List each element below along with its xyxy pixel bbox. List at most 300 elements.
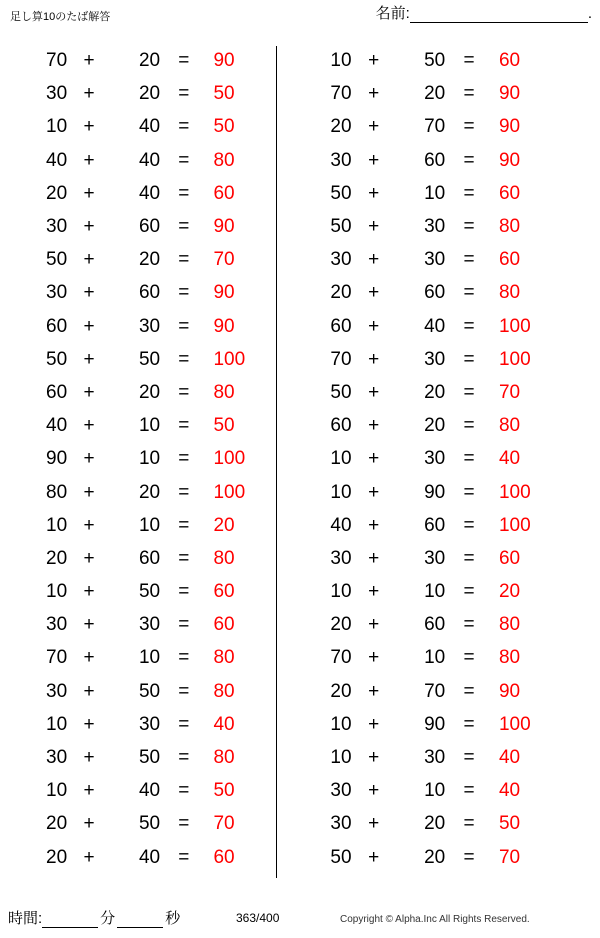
plus-icon: + — [368, 282, 380, 304]
equals-icon: = — [178, 182, 190, 204]
equals-icon: = — [463, 614, 475, 636]
answer: 90 — [213, 282, 235, 304]
answer: 40 — [498, 747, 521, 769]
operand-a: 60 — [330, 315, 352, 337]
equals-icon: = — [178, 680, 190, 702]
operand-b: 40 — [138, 846, 161, 868]
operand-b: 70 — [424, 116, 446, 138]
operand-b: 60 — [138, 547, 161, 569]
answer: 80 — [213, 747, 235, 769]
operand-b: 30 — [424, 547, 446, 569]
operand-b: 50 — [138, 581, 161, 603]
page-count: 363/400 — [236, 911, 280, 925]
problem-row — [286, 110, 562, 143]
equals-icon: = — [178, 846, 190, 868]
operand-a: 30 — [330, 149, 352, 171]
operand-b: 10 — [138, 647, 161, 669]
answer: 100 — [498, 481, 531, 503]
equals-icon: = — [463, 780, 475, 802]
answer: 100 — [213, 481, 246, 503]
operand-a: 10 — [330, 581, 352, 603]
plus-icon: + — [83, 514, 95, 536]
plus-icon: + — [368, 614, 380, 636]
plus-icon: + — [368, 50, 380, 72]
problem-row — [0, 243, 276, 276]
problem-row — [0, 310, 276, 343]
problem-row — [0, 110, 276, 143]
equals-icon: = — [178, 581, 190, 603]
plus-icon: + — [368, 680, 380, 702]
operand-b: 60 — [138, 216, 161, 238]
problem-row — [0, 575, 276, 608]
operand-a: 20 — [330, 614, 352, 636]
operand-a: 50 — [330, 216, 352, 238]
equals-icon: = — [463, 514, 475, 536]
operand-b: 30 — [138, 713, 161, 735]
operand-a: 10 — [46, 581, 68, 603]
plus-icon: + — [83, 116, 95, 138]
equals-icon: = — [463, 448, 475, 470]
problem-row — [0, 475, 276, 508]
plus-icon: + — [368, 547, 380, 569]
answer: 60 — [498, 249, 521, 271]
problem-row — [0, 608, 276, 641]
equals-icon: = — [178, 149, 190, 171]
answer: 80 — [213, 680, 235, 702]
equals-icon: = — [463, 249, 475, 271]
plus-icon: + — [83, 581, 95, 603]
operand-a: 40 — [330, 514, 352, 536]
plus-icon: + — [368, 448, 380, 470]
equals-icon: = — [178, 249, 190, 271]
name-period: . — [587, 5, 592, 22]
operand-b: 10 — [138, 415, 161, 437]
plus-icon: + — [368, 315, 380, 337]
answer: 20 — [213, 514, 235, 536]
plus-icon: + — [83, 747, 95, 769]
operand-b: 20 — [424, 813, 446, 835]
operand-a: 10 — [330, 448, 352, 470]
plus-icon: + — [83, 481, 95, 503]
seconds-unit-label: 秒 — [165, 910, 181, 927]
equals-icon: = — [463, 216, 475, 238]
problem-row — [0, 774, 276, 807]
equals-icon: = — [463, 381, 475, 403]
operand-a: 50 — [46, 249, 68, 271]
operand-b: 30 — [138, 614, 161, 636]
plus-icon: + — [83, 381, 95, 403]
answer: 50 — [213, 780, 235, 802]
equals-icon: = — [178, 381, 190, 403]
operand-b: 30 — [424, 249, 446, 271]
equals-icon: = — [178, 547, 190, 569]
operand-a: 30 — [330, 813, 352, 835]
plus-icon: + — [83, 713, 95, 735]
operand-b: 50 — [138, 813, 161, 835]
problem-row — [0, 641, 276, 674]
problem-sheet — [0, 44, 600, 884]
problem-row — [286, 243, 562, 276]
plus-icon: + — [83, 50, 95, 72]
plus-icon: + — [368, 647, 380, 669]
plus-icon: + — [368, 780, 380, 802]
operand-b: 50 — [138, 348, 161, 370]
plus-icon: + — [368, 149, 380, 171]
plus-icon: + — [368, 348, 380, 370]
problem-row — [286, 276, 562, 309]
name-label: 名前: — [375, 5, 410, 22]
operand-a: 50 — [330, 381, 352, 403]
answer: 50 — [498, 813, 521, 835]
equals-icon: = — [463, 713, 475, 735]
problem-row — [0, 409, 276, 442]
problem-row — [286, 144, 562, 177]
equals-icon: = — [463, 547, 475, 569]
equals-icon: = — [463, 581, 475, 603]
equals-icon: = — [178, 481, 190, 503]
operand-a: 10 — [330, 481, 352, 503]
page-footer — [0, 892, 600, 938]
plus-icon: + — [368, 182, 380, 204]
plus-icon: + — [368, 581, 380, 603]
operand-b: 40 — [138, 149, 161, 171]
problem-row — [0, 741, 276, 774]
problem-row — [286, 77, 562, 110]
operand-b: 10 — [138, 514, 161, 536]
problem-row — [286, 210, 562, 243]
operand-a: 70 — [46, 647, 68, 669]
operand-a: 30 — [46, 216, 68, 238]
answer: 20 — [498, 581, 521, 603]
operand-a: 10 — [46, 116, 68, 138]
answer: 60 — [213, 614, 235, 636]
equals-icon: = — [463, 149, 475, 171]
operand-a: 10 — [46, 514, 68, 536]
plus-icon: + — [368, 116, 380, 138]
minutes-input-line[interactable] — [42, 910, 98, 928]
operand-a: 20 — [46, 547, 68, 569]
operand-b: 50 — [138, 747, 161, 769]
answer: 100 — [213, 348, 246, 370]
plus-icon: + — [368, 514, 380, 536]
page-title: 足し算10のたば解答 — [10, 11, 111, 23]
plus-icon: + — [368, 713, 380, 735]
plus-icon: + — [368, 747, 380, 769]
problem-row — [0, 708, 276, 741]
operand-b: 20 — [138, 50, 161, 72]
problem-row — [286, 841, 562, 874]
problem-row — [286, 608, 562, 641]
answer: 90 — [498, 149, 521, 171]
answer: 80 — [213, 647, 235, 669]
problem-row — [286, 509, 562, 542]
operand-a: 40 — [46, 149, 68, 171]
problem-row — [0, 44, 276, 77]
plus-icon: + — [83, 547, 95, 569]
plus-icon: + — [368, 813, 380, 835]
equals-icon: = — [178, 614, 190, 636]
problem-column-left — [0, 44, 276, 874]
equals-icon: = — [178, 713, 190, 735]
operand-a: 20 — [330, 116, 352, 138]
operand-a: 60 — [46, 315, 68, 337]
seconds-input-line[interactable] — [117, 910, 163, 928]
answer: 60 — [213, 182, 235, 204]
answer: 80 — [213, 381, 235, 403]
problem-row — [286, 542, 562, 575]
operand-a: 70 — [330, 83, 352, 105]
answer: 60 — [498, 547, 521, 569]
problem-row — [286, 343, 562, 376]
plus-icon: + — [83, 780, 95, 802]
equals-icon: = — [463, 315, 475, 337]
problem-row — [286, 177, 562, 210]
operand-b: 10 — [424, 182, 446, 204]
plus-icon: + — [368, 481, 380, 503]
operand-a: 40 — [46, 415, 68, 437]
problem-row — [0, 675, 276, 708]
plus-icon: + — [83, 680, 95, 702]
plus-icon: + — [83, 846, 95, 868]
operand-b: 40 — [138, 182, 161, 204]
operand-b: 10 — [424, 581, 446, 603]
operand-b: 20 — [138, 481, 161, 503]
answer: 100 — [498, 348, 531, 370]
problem-row — [0, 276, 276, 309]
equals-icon: = — [463, 846, 475, 868]
operand-b: 90 — [424, 481, 446, 503]
answer: 40 — [498, 780, 521, 802]
operand-b: 70 — [424, 680, 446, 702]
equals-icon: = — [178, 813, 190, 835]
plus-icon: + — [368, 846, 380, 868]
operand-a: 50 — [46, 348, 68, 370]
plus-icon: + — [83, 249, 95, 271]
equals-icon: = — [463, 282, 475, 304]
operand-b: 30 — [138, 315, 161, 337]
operand-b: 30 — [424, 216, 446, 238]
operand-a: 20 — [46, 846, 68, 868]
problem-row — [0, 841, 276, 874]
operand-b: 30 — [424, 448, 446, 470]
operand-b: 10 — [424, 647, 446, 669]
equals-icon: = — [178, 282, 190, 304]
operand-a: 80 — [46, 481, 68, 503]
problem-row — [0, 509, 276, 542]
problem-row — [286, 741, 562, 774]
equals-icon: = — [463, 481, 475, 503]
equals-icon: = — [178, 780, 190, 802]
problem-row — [0, 177, 276, 210]
operand-a: 10 — [46, 713, 68, 735]
plus-icon: + — [368, 249, 380, 271]
operand-b: 20 — [424, 846, 446, 868]
problem-row — [0, 144, 276, 177]
problem-row — [0, 376, 276, 409]
operand-b: 60 — [424, 514, 446, 536]
operand-a: 30 — [46, 282, 68, 304]
operand-b: 20 — [424, 381, 446, 403]
problem-row — [286, 310, 562, 343]
operand-b: 50 — [424, 50, 446, 72]
operand-b: 30 — [424, 348, 446, 370]
problem-row — [286, 575, 562, 608]
plus-icon: + — [83, 149, 95, 171]
answer: 70 — [498, 381, 521, 403]
answer: 100 — [213, 448, 246, 470]
problem-row — [286, 409, 562, 442]
answer: 60 — [498, 50, 521, 72]
answer: 80 — [498, 647, 521, 669]
answer: 40 — [213, 713, 235, 735]
answer: 80 — [498, 282, 521, 304]
answer: 80 — [213, 547, 235, 569]
operand-b: 30 — [424, 747, 446, 769]
equals-icon: = — [178, 315, 190, 337]
operand-b: 20 — [138, 249, 161, 271]
equals-icon: = — [178, 647, 190, 669]
problem-row — [286, 475, 562, 508]
answer: 90 — [213, 50, 235, 72]
operand-a: 10 — [330, 747, 352, 769]
plus-icon: + — [83, 83, 95, 105]
operand-a: 20 — [330, 680, 352, 702]
operand-a: 90 — [46, 448, 68, 470]
problem-row — [286, 442, 562, 475]
time-field-area — [8, 907, 182, 928]
operand-b: 20 — [424, 415, 446, 437]
operand-a: 30 — [330, 780, 352, 802]
answer: 90 — [498, 680, 521, 702]
column-divider — [276, 46, 277, 878]
problem-row — [0, 542, 276, 575]
operand-a: 20 — [46, 813, 68, 835]
equals-icon: = — [463, 747, 475, 769]
equals-icon: = — [178, 415, 190, 437]
answer: 100 — [498, 514, 531, 536]
equals-icon: = — [463, 680, 475, 702]
operand-b: 20 — [424, 83, 446, 105]
plus-icon: + — [83, 315, 95, 337]
answer: 100 — [498, 315, 531, 337]
answer: 80 — [498, 614, 521, 636]
operand-a: 50 — [330, 182, 352, 204]
operand-a: 70 — [330, 647, 352, 669]
problem-column-right — [286, 44, 562, 874]
answer: 100 — [498, 713, 531, 735]
operand-a: 20 — [46, 182, 68, 204]
problem-row — [286, 641, 562, 674]
time-label: 時間: — [8, 910, 43, 927]
problem-row — [0, 343, 276, 376]
problem-row — [0, 77, 276, 110]
problem-row — [0, 210, 276, 243]
answer: 70 — [213, 813, 235, 835]
operand-a: 20 — [330, 282, 352, 304]
operand-a: 10 — [46, 780, 68, 802]
problem-row — [286, 708, 562, 741]
operand-b: 50 — [138, 680, 161, 702]
operand-a: 10 — [330, 50, 352, 72]
answer: 70 — [213, 249, 235, 271]
equals-icon: = — [178, 448, 190, 470]
equals-icon: = — [178, 116, 190, 138]
operand-a: 70 — [330, 348, 352, 370]
answer: 50 — [213, 116, 235, 138]
equals-icon: = — [178, 216, 190, 238]
answer: 90 — [498, 83, 521, 105]
equals-icon: = — [178, 50, 190, 72]
plus-icon: + — [368, 415, 380, 437]
plus-icon: + — [83, 614, 95, 636]
answer: 50 — [213, 415, 235, 437]
equals-icon: = — [178, 83, 190, 105]
problem-row — [286, 44, 562, 77]
operand-a: 70 — [46, 50, 68, 72]
problem-row — [286, 675, 562, 708]
equals-icon: = — [178, 514, 190, 536]
operand-b: 60 — [424, 282, 446, 304]
plus-icon: + — [83, 813, 95, 835]
problem-row — [286, 807, 562, 840]
plus-icon: + — [83, 647, 95, 669]
copyright-notice: Copyright © Alpha.Inc All Rights Reserved. — [340, 914, 530, 925]
answer: 90 — [498, 116, 521, 138]
equals-icon: = — [463, 182, 475, 204]
operand-b: 10 — [138, 448, 161, 470]
equals-icon: = — [178, 747, 190, 769]
plus-icon: + — [83, 216, 95, 238]
equals-icon: = — [178, 348, 190, 370]
problem-row — [286, 774, 562, 807]
operand-b: 10 — [424, 780, 446, 802]
answer: 60 — [213, 846, 235, 868]
minutes-unit-label: 分 — [100, 910, 116, 927]
plus-icon: + — [83, 348, 95, 370]
name-field-area — [376, 5, 592, 23]
equals-icon: = — [463, 116, 475, 138]
answer: 70 — [498, 846, 521, 868]
operand-b: 40 — [138, 116, 161, 138]
name-input-line[interactable] — [410, 5, 588, 23]
operand-b: 60 — [138, 282, 161, 304]
equals-icon: = — [463, 415, 475, 437]
equals-icon: = — [463, 813, 475, 835]
operand-b: 40 — [138, 780, 161, 802]
equals-icon: = — [463, 83, 475, 105]
operand-a: 30 — [46, 747, 68, 769]
plus-icon: + — [368, 381, 380, 403]
operand-b: 40 — [424, 315, 446, 337]
operand-a: 30 — [46, 680, 68, 702]
plus-icon: + — [83, 415, 95, 437]
operand-a: 30 — [330, 547, 352, 569]
equals-icon: = — [463, 348, 475, 370]
operand-b: 60 — [424, 149, 446, 171]
operand-a: 10 — [330, 713, 352, 735]
operand-a: 30 — [330, 249, 352, 271]
problem-row — [0, 807, 276, 840]
answer: 40 — [498, 448, 521, 470]
plus-icon: + — [368, 83, 380, 105]
problem-row — [0, 442, 276, 475]
problem-row — [286, 376, 562, 409]
operand-b: 20 — [138, 381, 161, 403]
plus-icon: + — [83, 448, 95, 470]
equals-icon: = — [463, 50, 475, 72]
answer: 80 — [498, 216, 521, 238]
answer: 80 — [213, 149, 235, 171]
